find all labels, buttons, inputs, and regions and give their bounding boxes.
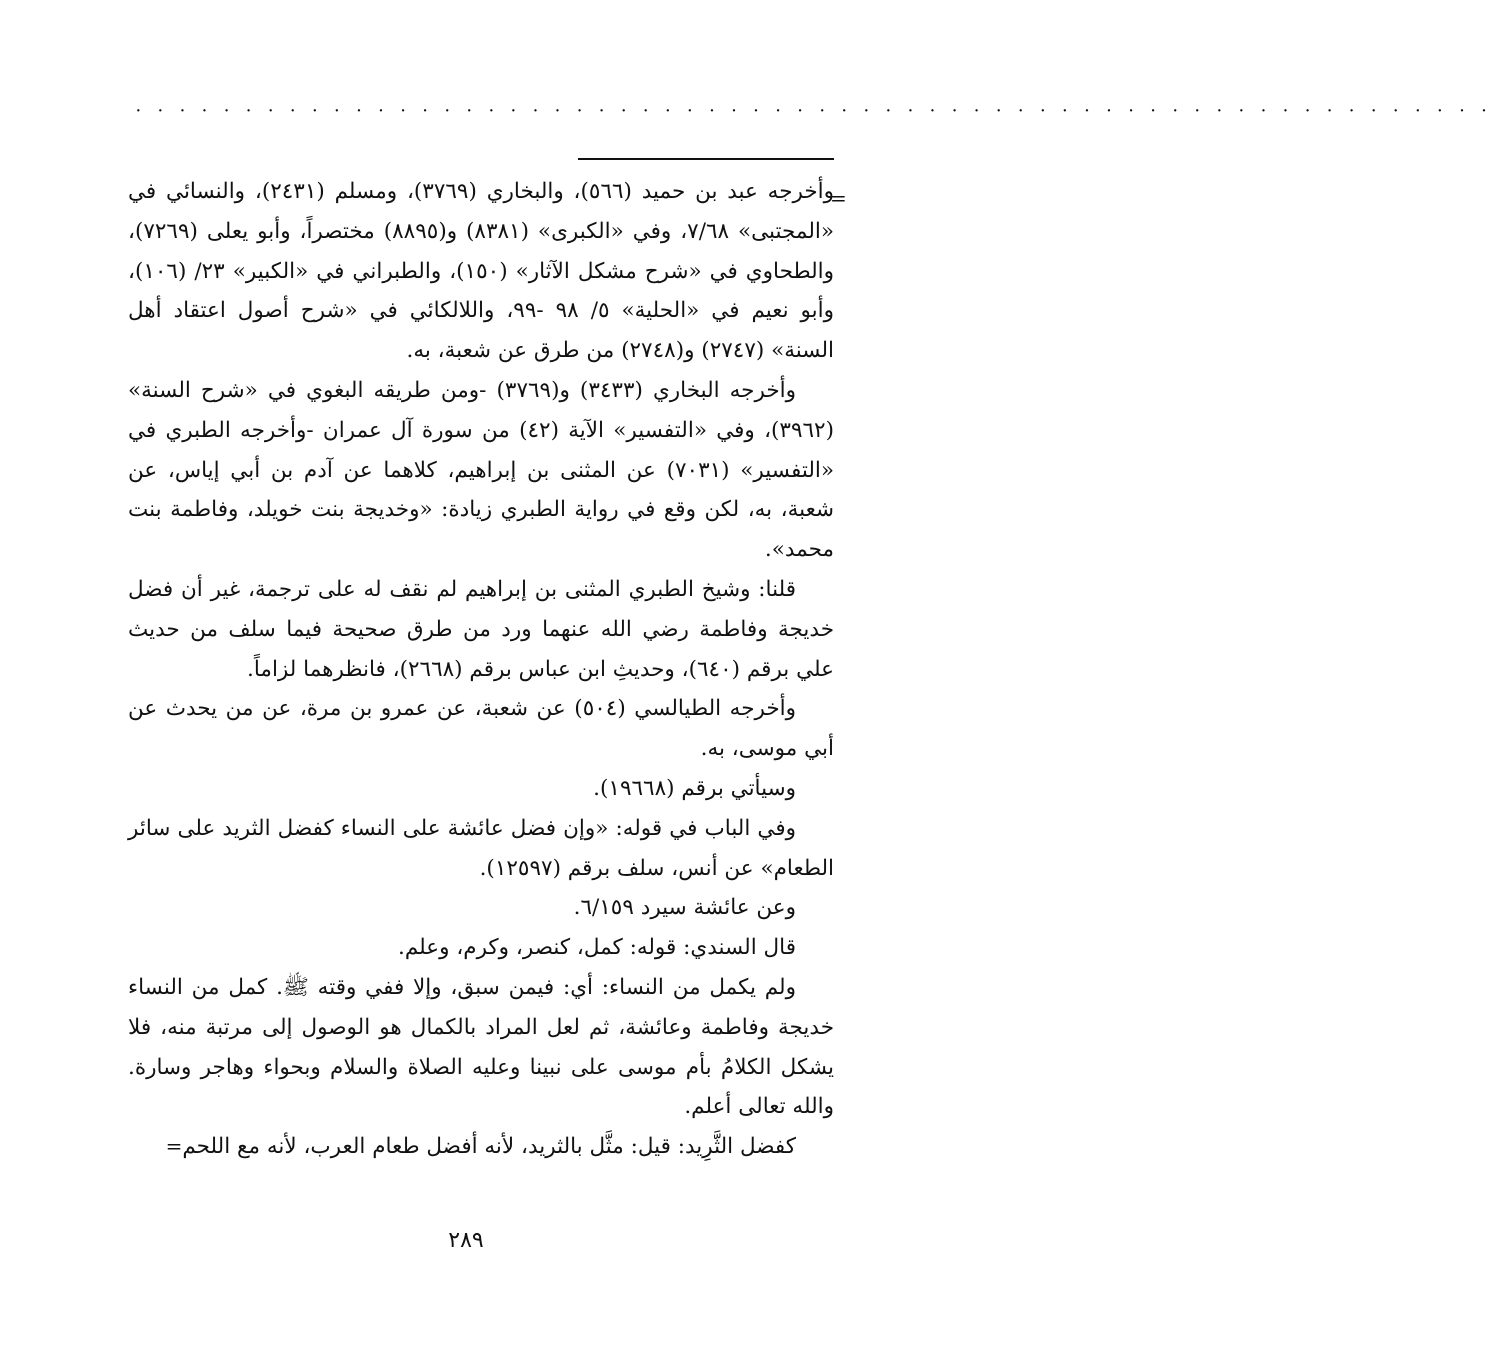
paragraph-2: وأخرجه البخاري (٣٤٣٣) و(٣٧٦٩) -ومن طريقه البغوي في «شرح السنة» (٣٩٦٢)، وفي «التفسير» الآية (٤٢) من سورة آل عمران -وأخرجه الطبري في «التفسير» (٧٠٣١) عن المثنى بن إبراهيم، كلاهما عن آدم بن أبي إياس، عن شعبة، به، لكن وقع في رواية الطبري زيادة: «وخديجة بنت خويلد، وفاطمة بنت محمد». [128, 377, 834, 563]
paragraph-3: قلنا: وشيخ الطبري المثنى بن إبراهيم لم نقف له على ترجمة، غير أن فضل خديجة وفاطمة رضي الله عنهما ورد من طرق صحيحة فيما سلف من حديث علي برقم (٦٤٠)، وحديثِ ابن عباس برقم (٢٦٦٨)، فانظرهما لزاماً. [128, 576, 834, 682]
dotted-separator: · · · · · · · · · · · · · · · · · · · · · · · · · · · · · · · · · · · · · · · · · · · · · · · · · · · · · · · · · · · · · · [135, 100, 1493, 122]
page-number: ٢٨٩ [448, 1228, 484, 1253]
paragraph-4: وأخرجه الطيالسي (٥٠٤) عن شعبة، عن عمرو بن مرة، عن من يحدث عن أبي موسى، به. [128, 696, 834, 762]
paragraph-8: قال السندي: قوله: كمل، كنصر، وكرم، وعلم. [398, 935, 796, 961]
paragraph-9: ولم يكمل من النساء: أي: فيمن سبق، وإلا ففي وقته ﷺ. كمل من النساء خديجة وفاطمة وعائشة، ثم لعل المراد بالكمال هو الوصول إلى مرتبة منه، فلا يشكل الكلامُ بأم موسى على نبينا وعليه الصلاة والسلام وبحواء وهاجر وسارة. والله تعالى أعلم. [128, 974, 834, 1120]
footnote-text [128, 172, 834, 1167]
paragraph-6: وفي الباب في قوله: «وإن فضل عائشة على النساء كفضل الثريد على سائر الطعام» عن أنس، سلف برقم (١٢٥٩٧). [128, 815, 834, 881]
paragraph-7: وعن عائشة سيرد ٦/١٥٩. [573, 895, 796, 921]
footnote-rule [578, 158, 834, 160]
paragraph-1: وأخرجه عبد بن حميد (٥٦٦)، والبخاري (٣٧٦٩)، ومسلم (٢٤٣١)، والنسائي في «المجتبى» ٧/٦٨، وفي «الكبرى» (٨٣٨١) و(٨٨٩٥) مختصراً، وأبو يعلى (٧٢٦٩)، والطحاوي في «شرح مشكل الآثار» (١٥٠)، والطبراني في «الكبير» ٢٣/ (١٠٦)، وأبو نعيم في «الحلية» ٥/ ٩٨ -٩٩، واللالكائي في «شرح أصول اعتقاد أهل السنة» (٢٧٤٧) و(٢٧٤٨) من طرق عن شعبة، به. [128, 179, 835, 364]
continuation-mark-start: = [830, 186, 847, 210]
continuation-mark-end: = [165, 1134, 183, 1159]
paragraph-10-text: كفضل الثَّرِيد: قيل: مثَّل بالثريد، لأنه أفضل طعام العرب، لأنه مع اللحم [182, 1134, 796, 1160]
paragraph-5: وسيأتي برقم (١٩٦٦٨). [593, 775, 796, 801]
paragraph-10 [128, 1127, 834, 1167]
